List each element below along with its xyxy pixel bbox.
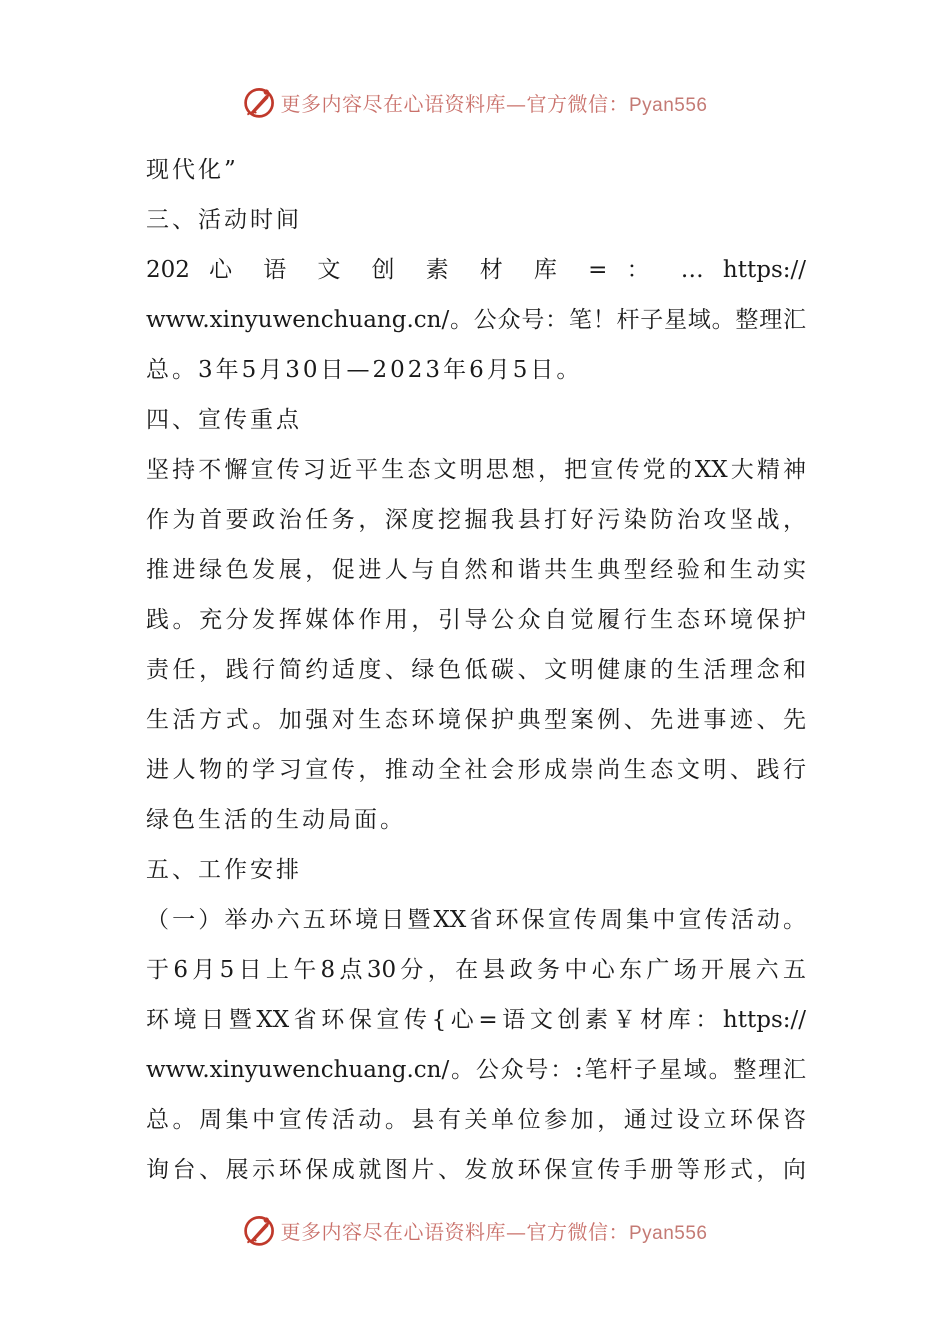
text-line: 推进绿色发展，促进人与自然和谐共生典型经验和生动实: [146, 557, 806, 583]
text-line: 生活方式。加强对生态环境保护典型案例、先进事迹、先: [146, 707, 806, 733]
text-line: 绿色生活的生动局面。: [146, 807, 406, 833]
text-line: www.xinyuwenchuang.cn/。公众号：笔！杆子星域。整理汇: [146, 307, 806, 333]
section-heading: 三、活动时间: [146, 207, 302, 233]
document-body: [146, 145, 806, 1195]
section-heading: 五、工作安排: [146, 857, 302, 883]
watermark-text: 更多内容尽在心语资料库—官方微信：Pyan556: [280, 1219, 708, 1244]
text-line: www.xinyuwenchuang.cn/。公众号：:笔杆子星域。整理汇: [146, 1057, 806, 1083]
text-line: 践。充分发挥媒体作用，引导公众自觉履行生态环境保护: [146, 607, 806, 633]
text-line: 于6月5日上午8点30分，在县政务中心东广场开展六五: [146, 957, 806, 983]
text-line: 坚持不懈宣传习近平生态文明思想，把宣传党的XX大精神: [146, 457, 806, 483]
wechat-id: Pyan556: [628, 1222, 708, 1244]
text-line: 询台、展示环保成就图片、发放环保宣传手册等形式，向: [146, 1157, 806, 1183]
text-line: 总。3年5月30日—2023年6月5日。: [146, 357, 583, 383]
pen-logo-icon: [242, 1212, 278, 1248]
text-line: 作为首要政治任务，深度挖掘我县打好污染防治攻坚战，: [146, 507, 806, 533]
text-line: 环境日暨XX省环保宣传{心=语文创素￥材库：https://: [146, 1007, 806, 1033]
text-line: 总。周集中宣传活动。县有关单位参加，通过设立环保咨: [146, 1107, 806, 1133]
text-line: 现代化”: [146, 157, 239, 183]
text-line: （一）举办六五环境日暨XX省环保宣传周集中宣传活动。: [146, 907, 806, 933]
text-line: 进人物的学习宣传，推动全社会形成崇尚生态文明、践行: [146, 757, 806, 783]
pen-logo-icon: [242, 84, 278, 120]
footer-watermark: [0, 1210, 950, 1250]
text-line: 责任，践行简约适度、绿色低碳、文明健康的生活理念和: [146, 657, 806, 683]
text-line: 202 心 语 文 创 素 材 库 = ： … https://: [146, 257, 806, 283]
watermark-text: 更多内容尽在心语资料库—官方微信：Pyan556: [280, 91, 708, 116]
section-heading: 四、宣传重点: [146, 407, 302, 433]
header-watermark: [0, 82, 950, 122]
wechat-id: Pyan556: [628, 94, 708, 116]
